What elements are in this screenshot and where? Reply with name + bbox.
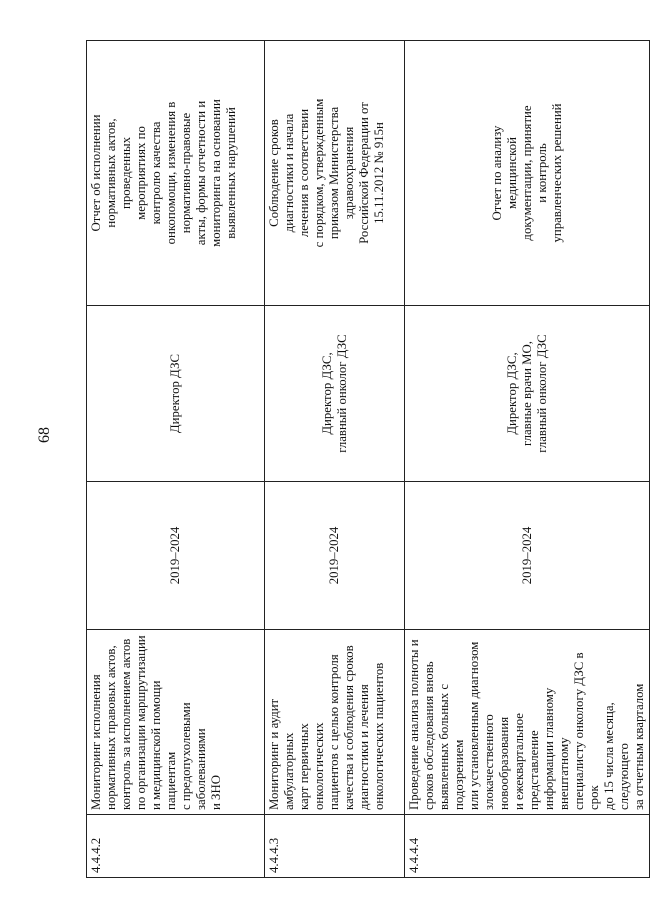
measures-table-container <box>86 41 646 878</box>
row-number: 4.4.4.3 <box>265 815 405 878</box>
period: 2019–2024 <box>265 482 405 630</box>
table-row <box>405 41 650 878</box>
period: 2019–2024 <box>87 482 265 630</box>
table-row <box>87 41 265 878</box>
row-number: 4.4.4.4 <box>405 815 650 878</box>
row-number: 4.4.4.2 <box>87 815 265 878</box>
measures-table <box>86 40 650 878</box>
period: 2019–2024 <box>405 482 650 630</box>
responsible: Директор ДЗС, главные врачи МО, главный онколог ДЗС <box>405 306 650 482</box>
responsible: Директор ДЗС <box>87 306 265 482</box>
expected-result: Отчет по анализу медицинской документации, принятие и контроль управленческих решений <box>405 41 650 306</box>
action-description: Мониторинг и аудит амбулаторных карт первичных онкологических пациентов с целью контроля качества и соблюдения сроков диагностики и лечения онкологических пациентов <box>265 630 405 815</box>
action-description: Проведение анализа полноты и сроков обследования вновь выявленных больных с подозрением или установленным диагнозом злокачественного новообразования и ежеквартальное представление информации главному внештатному специалисту онкологу ДЗС в срок до 15 числа месяца, следующего за отчетным кварталом <box>405 630 650 815</box>
expected-result: Соблюдение сроков диагностики и начала лечения в соответствии с порядком, утвержденным приказом Министерства здравоохранения Российской Федерации от 15.11.2012 № 915н <box>265 41 405 306</box>
responsible: Директор ДЗС, главный онколог ДЗС <box>265 306 405 482</box>
table-row <box>265 41 405 878</box>
page-number: 68 <box>36 427 53 443</box>
action-description: Мониторинг исполнения нормативных правовых актов, контроль за исполнением актов по организации маршрутизации и медицинской помощи пациентам с предопухолевыми заболеваниями и ЗНО <box>87 630 265 815</box>
expected-result: Отчет об исполнении нормативных актов, проведенных мероприятиях по контролю качества онкопомощи, изменения в нормативно-правовые акты, формы отчетности и мониторинга на основании выявленных нарушений <box>87 41 265 306</box>
